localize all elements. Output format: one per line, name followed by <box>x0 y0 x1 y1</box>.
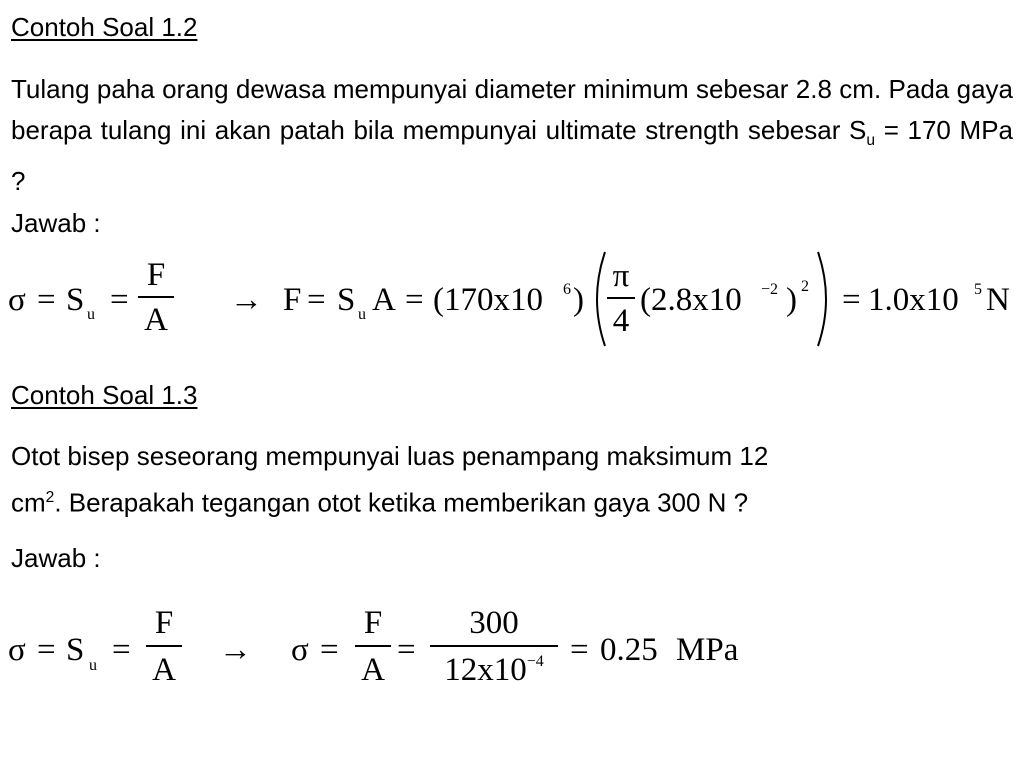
eq2-12x10: 12x10 <box>444 652 527 688</box>
eq1-rhs-F: F <box>283 282 302 318</box>
eq2-fraction-300-over-12x10 <box>430 607 558 687</box>
problem-1-3-text <box>11 436 1013 524</box>
eq1-rhs-S: S <box>337 282 356 318</box>
eq1-equals-3: = <box>307 282 326 318</box>
eq2-sigma-2: σ <box>291 632 309 668</box>
eq1-unit-N: N <box>986 282 1010 318</box>
eq1-close-paren: ) <box>573 282 584 318</box>
eq2-S: S <box>66 632 85 668</box>
eq2-A-1: A <box>152 652 176 688</box>
problem-1-2-text <box>11 69 1013 202</box>
eq1-four: 4 <box>612 303 630 339</box>
eq2-fraction-F-over-A-1 <box>146 607 182 687</box>
problem-1-3-answer-label: Jawab : <box>11 543 101 573</box>
problem-1-3-superscript: 2 <box>45 489 55 506</box>
eq2-300: 300 <box>469 605 519 641</box>
eq1-170x10: (170x10 <box>433 282 543 318</box>
eq1-S: S <box>66 282 85 318</box>
eq2-F-1: F <box>154 605 174 641</box>
eq1-exp-6: 6 <box>563 281 571 298</box>
problem-1-3-text-rest: . Berapakah tegangan otot ketika memberikan gaya 300 N ? <box>54 487 749 518</box>
eq1-F: F <box>146 257 166 293</box>
eq1-pi: π <box>612 258 630 294</box>
eq2-sigma: σ <box>8 632 26 668</box>
eq2-A-2: A <box>361 652 385 688</box>
eq1-big-paren-left <box>586 250 608 348</box>
eq2-fraction-F-over-A-2 <box>355 607 391 687</box>
eq1-fraction-F-over-A <box>138 259 174 337</box>
eq1-A: A <box>144 302 168 338</box>
eq1-equals-1: = <box>37 282 56 318</box>
eq2-equals-3: = <box>320 632 339 668</box>
eq1-exp-5: 5 <box>974 281 982 298</box>
eq1-fraction-pi-over-4 <box>607 260 635 338</box>
eq1-rhs-A: A <box>372 282 396 318</box>
eq1-result: 1.0x10 <box>868 282 959 318</box>
problem-1-3-heading: Contoh Soal 1.3 <box>11 380 198 410</box>
problem-1-3-text-line-1: Otot bisep seseorang mempunyai luas penampang maksimum 12 <box>11 441 769 471</box>
eq2-arrow: → <box>219 632 252 668</box>
eq2-unit-MPa: MPa <box>676 632 739 668</box>
eq2-result: 0.25 <box>600 632 658 668</box>
eq1-inner-2.8x10: (2.8x10 <box>640 282 742 318</box>
eq1-equals-2: = <box>110 282 129 318</box>
eq2-equals-4: = <box>397 632 416 668</box>
eq2-F-2: F <box>363 605 383 641</box>
eq1-exp-minus-2: −2 <box>761 281 779 298</box>
eq2-u-subscript: u <box>89 657 97 674</box>
eq1-rhs-u-subscript: u <box>358 306 366 323</box>
eq1-equals-5: = <box>842 282 861 318</box>
problem-1-2-text-end: = 170 MPa ? <box>11 115 1013 197</box>
eq1-inner-close-paren: ) <box>786 282 797 318</box>
eq1-u-subscript: u <box>87 306 95 323</box>
eq2-equals-1: = <box>37 632 56 668</box>
problem-1-2-subscript: u <box>866 132 876 150</box>
eq1-arrow: → <box>230 282 263 318</box>
eq1-exp-squared: 2 <box>801 278 809 295</box>
eq2-denominator <box>444 654 544 687</box>
problem-1-3-text-line-2 <box>11 477 1013 524</box>
problem-1-2-heading: Contoh Soal 1.2 <box>11 12 198 42</box>
eq1-equals-4: = <box>405 282 424 318</box>
eq2-equals-2: = <box>112 632 131 668</box>
problem-1-2-text-main: Tulang paha orang dewasa mempunyai diameter minimum sebesar 2.8 cm. Pada gaya berapa tulang ini akan patah bila mempunyai ultimate strength sebesar S <box>11 74 1013 145</box>
eq1-big-paren-right <box>815 250 837 348</box>
problem-1-2-answer-label: Jawab : <box>11 208 101 238</box>
eq1-sigma: σ <box>8 282 26 318</box>
eq2-exp-minus-4: −4 <box>526 653 544 670</box>
problem-1-3-cm: cm <box>11 487 46 518</box>
eq2-equals-5: = <box>570 632 589 668</box>
